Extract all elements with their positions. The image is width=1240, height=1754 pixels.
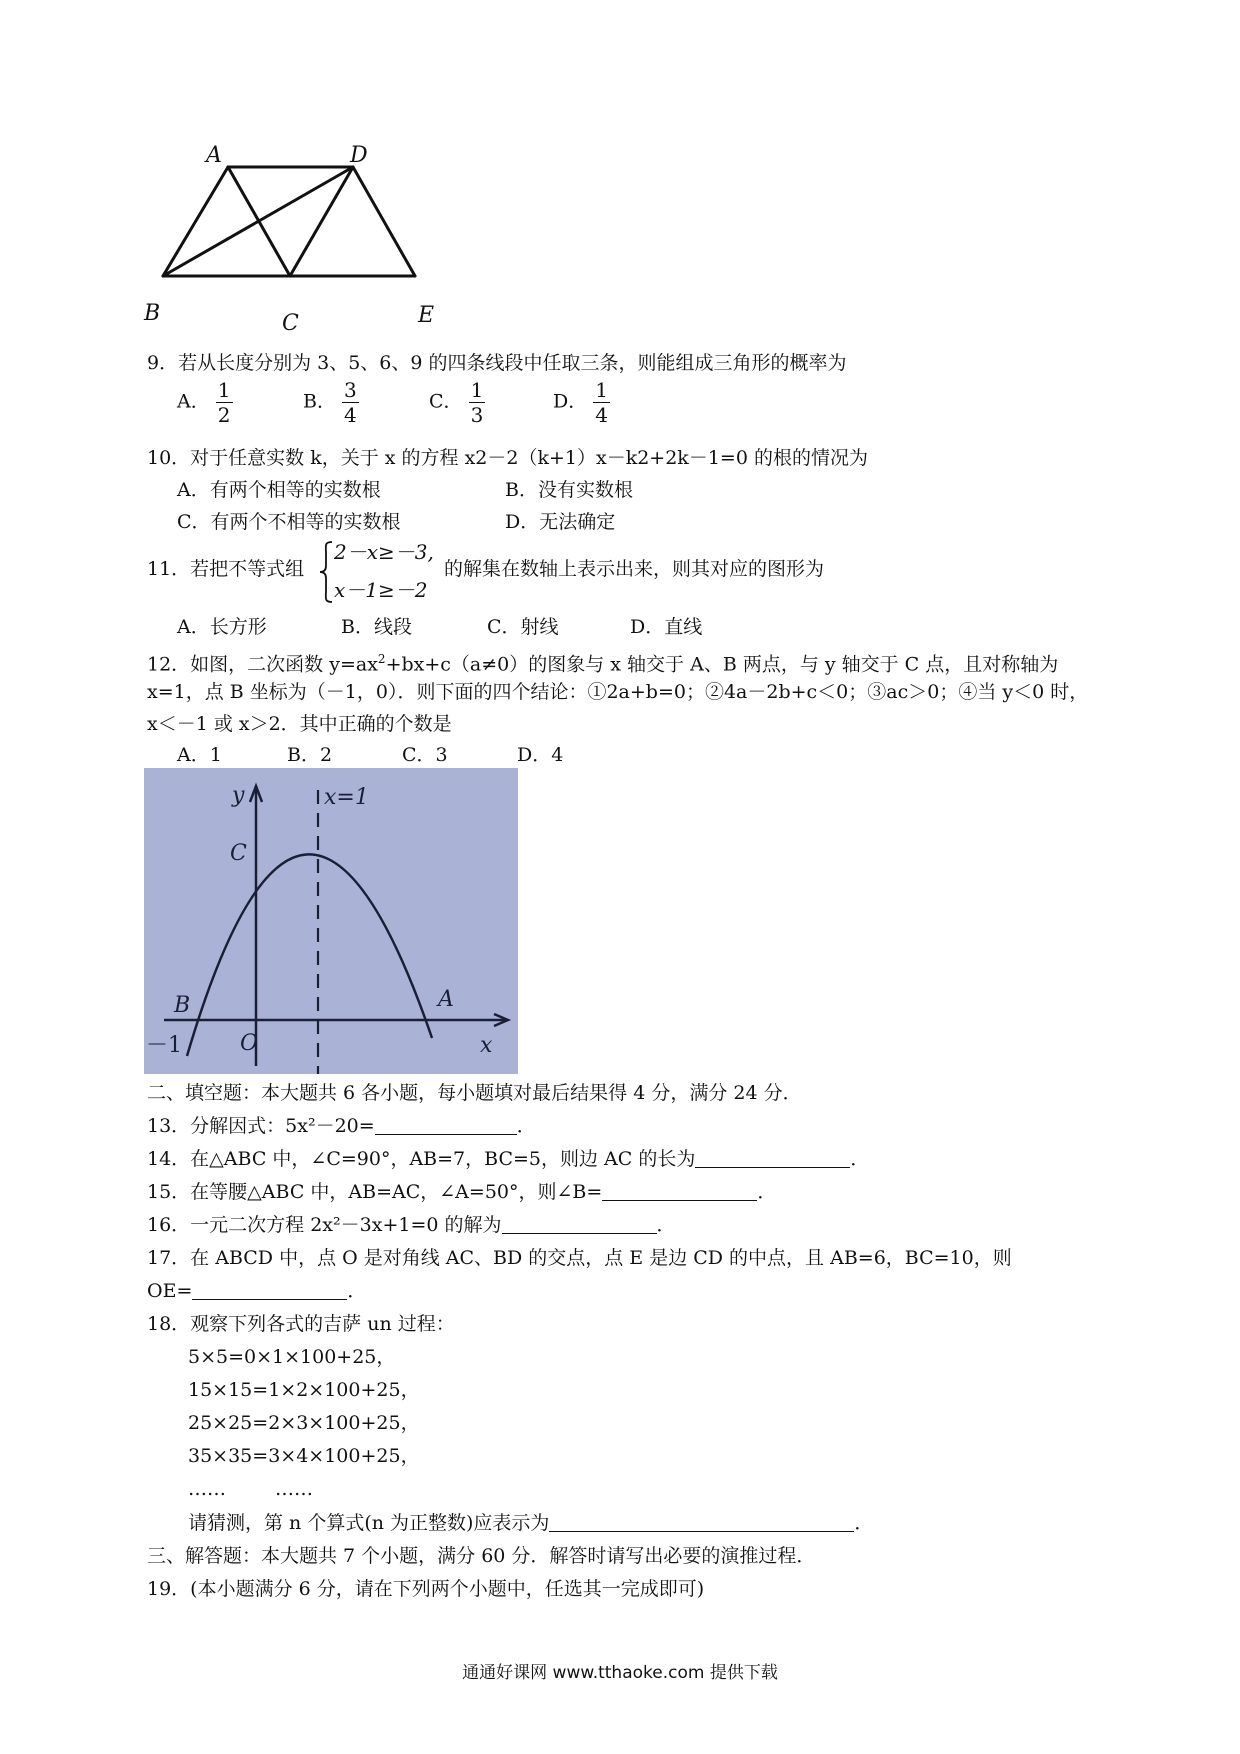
q9-option-d: D． $\frac{1}{4}$ — [553, 378, 609, 427]
fraction: $\frac{1}{2}$ — [217, 378, 231, 427]
label-C: C — [282, 311, 299, 336]
label-E: E — [418, 303, 435, 328]
q12-option-b: B．2 — [287, 744, 333, 766]
q18-row-2: 15×15=1×2×100+25， — [188, 1379, 420, 1401]
fraction: $\frac{1}{3}$ — [470, 378, 484, 427]
q11-option-b: B．线段 — [341, 616, 412, 638]
label-A: A — [438, 987, 454, 1012]
label-O: O — [240, 1031, 259, 1056]
question-12-line1: 12．如图，二次函数 $y=ax^2+bx+c(a\ne 0)$的图象与 x 轴交于 A、B 两点，与 y 轴交于 C 点，且对称轴为 — [147, 652, 1059, 676]
segment-BD — [163, 167, 353, 276]
label-minus-1: －1 — [146, 1033, 182, 1058]
label-B: B — [174, 993, 191, 1018]
question-19: 19．(本小题满分 6 分，请在下列两个小题中，任选其一完成即可) — [147, 1578, 705, 1600]
label-x: x — [480, 1033, 493, 1058]
q12-option-a: A．1 — [177, 744, 222, 766]
section-3-heading: 三、解答题：本大题共 7 个小题，满分 60 分．解答时请写出必要的演推过程． — [147, 1545, 816, 1567]
q18-row-3: 25×25=2×3×100+25， — [188, 1412, 420, 1434]
segment-AB — [163, 167, 228, 276]
q11-option-d: D．直线 — [630, 616, 703, 638]
label-C: C — [230, 841, 247, 866]
brace-icon — [318, 540, 334, 604]
question-13: 13．分解因式：5x²－20= ． — [147, 1115, 536, 1137]
label-A: A — [206, 143, 222, 168]
question-14: 14．在△ABC 中，∠C=90°，AB=7，BC=5，则边 AC 的长为 ． — [147, 1148, 870, 1170]
q10-option-d: D．无法确定 — [505, 511, 616, 533]
q18-guess: 请猜测，第 n 个算式(n 为正整数)应表示为 ． — [188, 1512, 874, 1534]
question-16: 16．一元二次方程 2x²－3x+1=0 的解为 ． — [147, 1214, 676, 1236]
q12-option-d: D．4 — [517, 744, 564, 766]
q9-option-b: B． $\frac{3}{4}$ — [303, 378, 357, 427]
label-axis-x1: x=1 — [324, 785, 369, 810]
label-B: B — [144, 301, 161, 326]
q9-option-a: A． $\frac{1}{2}$ — [177, 378, 231, 427]
question-12-line3: x＜－1 或 x＞2．其中正确的个数是 — [147, 713, 452, 735]
page-footer: 通通好课网 www.tthaoke.com 提供下载 — [462, 1663, 778, 1683]
label-D: D — [350, 143, 368, 168]
fraction: $\frac{1}{4}$ — [595, 378, 609, 427]
q11-option-a: A．长方形 — [177, 616, 267, 638]
answer-blank — [502, 1213, 657, 1234]
q11-inequality-2: x－1≥－2 — [334, 578, 428, 602]
question-11-suffix: 的解集在数轴上表示出来，则其对应的图形为 — [444, 558, 825, 580]
q18-row-1: 5×5=0×1×100+25， — [188, 1346, 396, 1368]
fraction: $\frac{3}{4}$ — [344, 378, 357, 427]
q18-row-4: 35×35=3×4×100+25， — [188, 1445, 420, 1467]
parabola-figure — [144, 768, 518, 1074]
answer-blank — [549, 1511, 854, 1532]
answer-blank — [192, 1279, 347, 1300]
trapezoid-figure — [144, 143, 490, 340]
answer-blank — [375, 1114, 517, 1135]
question-18-intro: 18．观察下列各式的吉萨 un 过程： — [147, 1313, 455, 1335]
question-15: 15．在等腰△ABC 中，AB=AC，∠A=50°，则∠B= ． — [147, 1181, 777, 1203]
question-11-prefix: 11．若把不等式组 — [147, 558, 305, 580]
section-2-heading: 二、填空题：本大题共 6 各小题，每小题填对最后结果得 4 分，满分 24 分． — [147, 1082, 802, 1104]
q11-inequality-1: 2－x≥－3, — [334, 540, 434, 564]
label-y: y — [232, 783, 245, 808]
question-12-line2: x=1，点 B 坐标为（－1，0）．则下面的四个结论：①2a+b=0；②4a－2b+c＜0；③ac＞0；④当 y＜0 时， — [147, 681, 1089, 703]
question-9-text: 9．若从长度分别为 3、5、6、9 的四条线段中任取三条，则能组成三角形的概率为 — [147, 352, 847, 374]
question-10-text: 10．对于任意实数 k，关于 x 的方程 x2－2（k+1）x－k2+2k－1=0 的根的情况为 — [147, 447, 868, 469]
q10-option-b: B．没有实数根 — [505, 479, 633, 501]
q9-option-c: C． $\frac{1}{3}$ — [429, 378, 484, 427]
q10-option-a: A．有两个相等的实数根 — [177, 479, 381, 501]
question-17-line1: 17．在 ABCD 中，点 O 是对角线 AC、BD 的交点，点 E 是边 CD 的中点，且 AB=6，BC=10，则 — [147, 1247, 1012, 1269]
answer-blank — [695, 1147, 850, 1168]
q18-ellipsis-1: …… — [188, 1478, 226, 1500]
segment-DE — [353, 167, 415, 276]
q11-option-c: C．射线 — [487, 616, 559, 638]
q18-ellipsis-2: …… — [275, 1478, 313, 1500]
q12-option-c: C．3 — [402, 744, 448, 766]
q10-option-c: C．有两个不相等的实数根 — [177, 511, 401, 533]
question-17-line2: OE= ． — [147, 1280, 367, 1302]
answer-blank — [602, 1180, 757, 1201]
